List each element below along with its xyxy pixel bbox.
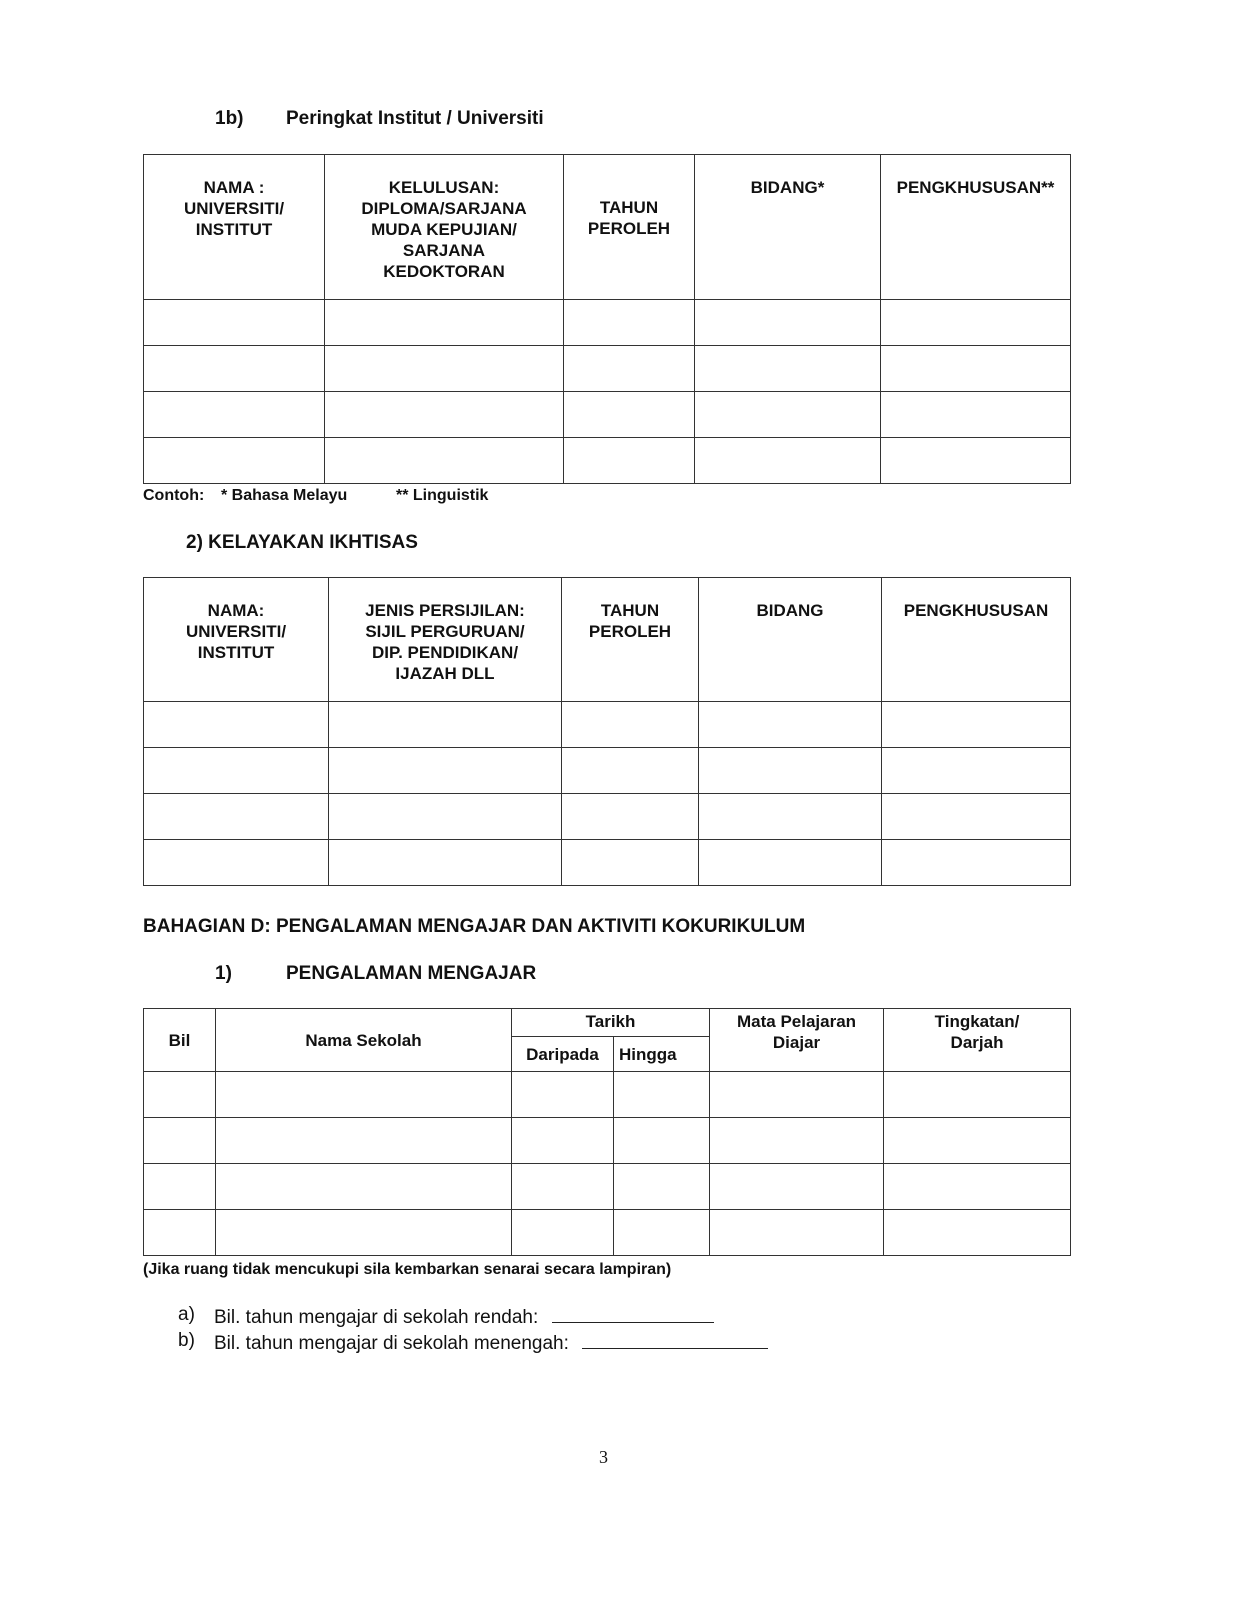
col-header-bidang: BIDANG xyxy=(699,578,882,702)
section-1b-title: Peringkat Institut / Universiti xyxy=(286,108,544,129)
col-header-nama: NAMA : UNIVERSITI/ INSTITUT xyxy=(144,155,325,300)
col-header-pengkhususan: PENGKHUSUSAN** xyxy=(881,155,1071,300)
col-header-tahun: TAHUN PEROLEH xyxy=(564,155,695,300)
question-b-marker: b) xyxy=(178,1330,195,1351)
table-row xyxy=(144,702,1071,748)
table-row xyxy=(144,438,1071,484)
table-kelayakan-ikhtisas xyxy=(143,577,1071,886)
table-row xyxy=(144,1164,1071,1210)
table-row xyxy=(144,794,1071,840)
table-row xyxy=(144,840,1071,886)
col-header-nama: NAMA: UNIVERSITI/ INSTITUT xyxy=(144,578,329,702)
section-1b-number: 1b) xyxy=(215,108,244,129)
subsection-number: 1) xyxy=(215,963,232,984)
table-row xyxy=(144,346,1071,392)
example-note-prefix: Contoh: xyxy=(143,487,205,504)
table-row xyxy=(144,1072,1071,1118)
question-a xyxy=(214,1304,714,1329)
table-row xyxy=(144,392,1071,438)
table-row xyxy=(144,1210,1071,1256)
col-header-tingkatan: Tingkatan/ Darjah xyxy=(884,1009,1071,1072)
col-header-bil: Bil xyxy=(144,1009,216,1072)
example-note-bidang: * Bahasa Melayu xyxy=(221,487,348,504)
page-number: 3 xyxy=(599,1447,608,1467)
section-2-title: 2) KELAYAKAN IKHTISAS xyxy=(186,532,418,553)
col-header-nama-sekolah: Nama Sekolah xyxy=(216,1009,512,1072)
table-row xyxy=(144,748,1071,794)
table-row xyxy=(144,300,1071,346)
attachment-note: (Jika ruang tidak mencukupi sila kembarkan senarai secara lampiran) xyxy=(143,1261,672,1278)
answer-blank-sekolah-menengah[interactable] xyxy=(582,1330,768,1349)
col-header-mata-pelajaran: Mata Pelajaran Diajar xyxy=(710,1009,884,1072)
col-header-daripada: Daripada xyxy=(512,1037,614,1072)
col-header-jenis-persijilan: JENIS PERSIJILAN: SIJIL PERGURUAN/ DIP. PENDIDIKAN/ IJAZAH DLL xyxy=(329,578,562,702)
question-b-label: Bil. tahun mengajar di sekolah menengah: xyxy=(214,1333,569,1354)
col-header-bidang: BIDANG* xyxy=(695,155,881,300)
subsection-title: PENGALAMAN MENGAJAR xyxy=(286,963,537,984)
question-a-label: Bil. tahun mengajar di sekolah rendah: xyxy=(214,1307,539,1328)
col-header-kelulusan: KELULUSAN: DIPLOMA/SARJANA MUDA KEPUJIAN/ SARJANA KEDOKTORAN xyxy=(325,155,564,300)
bahagian-d-title: BAHAGIAN D: PENGALAMAN MENGAJAR DAN AKTIVITI KOKURIKULUM xyxy=(143,916,806,937)
question-b xyxy=(214,1330,768,1355)
col-header-hingga: Hingga xyxy=(614,1037,710,1072)
col-header-pengkhususan: PENGKHUSUSAN xyxy=(882,578,1071,702)
question-a-marker: a) xyxy=(178,1304,195,1325)
table-peringkat-institut xyxy=(143,154,1071,484)
table-pengalaman-mengajar xyxy=(143,1008,1071,1256)
col-header-tahun: TAHUN PEROLEH xyxy=(562,578,699,702)
answer-blank-sekolah-rendah[interactable] xyxy=(552,1304,714,1323)
table-row xyxy=(144,1118,1071,1164)
col-header-tarikh: Tarikh xyxy=(512,1009,710,1037)
example-note-pengkhususan: ** Linguistik xyxy=(396,487,489,504)
